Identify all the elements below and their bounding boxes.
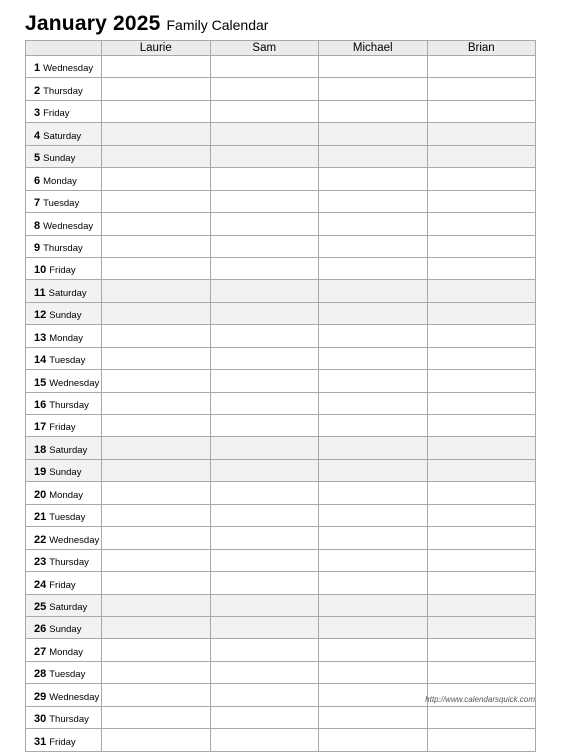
entry-cell-laurie[interactable] [102, 347, 211, 369]
entry-cell-laurie[interactable] [102, 594, 211, 616]
day-label-cell [26, 639, 102, 661]
entry-cell-brian[interactable] [427, 235, 536, 257]
entry-cell-brian[interactable] [427, 437, 536, 459]
entry-cell-brian[interactable] [427, 549, 536, 571]
day-label-cell [26, 123, 102, 145]
entry-cell-laurie[interactable] [102, 280, 211, 302]
day-label-cell [26, 347, 102, 369]
entry-cell-sam[interactable] [210, 729, 319, 751]
entry-cell-michael[interactable] [319, 213, 428, 235]
entry-cell-michael[interactable] [319, 257, 428, 279]
day-name: Thursday [49, 557, 89, 569]
entry-cell-laurie[interactable] [102, 370, 211, 392]
entry-cell-sam[interactable] [210, 56, 319, 78]
entry-cell-sam[interactable] [210, 437, 319, 459]
day-number: 18 [34, 443, 47, 456]
day-name: Monday [43, 175, 77, 187]
day-name: Friday [49, 422, 76, 434]
day-row [26, 190, 536, 212]
day-number: 13 [34, 331, 47, 344]
entry-cell-sam[interactable] [210, 392, 319, 414]
day-row [26, 729, 536, 751]
day-row [26, 482, 536, 504]
entry-cell-brian[interactable] [427, 459, 536, 481]
entry-cell-sam[interactable] [210, 706, 319, 728]
entry-cell-michael[interactable] [319, 145, 428, 167]
entry-cell-sam[interactable] [210, 415, 319, 437]
day-name: Tuesday [49, 355, 86, 367]
entry-cell-michael[interactable] [319, 527, 428, 549]
day-row [26, 549, 536, 571]
entry-cell-brian[interactable] [427, 56, 536, 78]
entry-cell-michael[interactable] [319, 459, 428, 481]
entry-cell-michael[interactable] [319, 56, 428, 78]
entry-cell-laurie[interactable] [102, 706, 211, 728]
entry-cell-laurie[interactable] [102, 123, 211, 145]
day-number: 26 [34, 623, 47, 636]
entry-cell-sam[interactable] [210, 145, 319, 167]
entry-cell-michael[interactable] [319, 482, 428, 504]
day-row [26, 639, 536, 661]
entry-cell-laurie[interactable] [102, 145, 211, 167]
entry-cell-michael[interactable] [319, 729, 428, 751]
entry-cell-sam[interactable] [210, 280, 319, 302]
entry-cell-sam[interactable] [210, 661, 319, 683]
day-name: Thursday [49, 400, 89, 411]
day-name: Saturday [49, 601, 88, 613]
day-label-cell [26, 661, 102, 683]
entry-cell-sam[interactable] [210, 325, 319, 347]
entry-cell-sam[interactable] [210, 639, 319, 661]
day-name: Sunday [49, 467, 82, 479]
entry-cell-laurie[interactable] [102, 459, 211, 481]
day-row [26, 123, 536, 145]
entry-cell-sam[interactable] [210, 504, 319, 526]
entry-cell-laurie[interactable] [102, 392, 211, 414]
day-name: Monday [49, 646, 84, 658]
day-column-header [26, 41, 102, 56]
entry-cell-michael[interactable] [319, 347, 428, 369]
day-row [26, 347, 536, 369]
day-name: Sunday [49, 310, 82, 322]
entry-cell-brian[interactable] [427, 280, 536, 302]
day-name: Wednesday [49, 534, 100, 546]
entry-cell-michael[interactable] [319, 168, 428, 190]
page-header [25, 12, 268, 36]
day-label-cell [26, 729, 102, 751]
day-name: Monday [49, 489, 84, 501]
entry-cell-michael[interactable] [319, 415, 428, 437]
day-label-cell [26, 370, 102, 392]
entry-cell-michael[interactable] [319, 325, 428, 347]
day-name: Thursday [43, 85, 83, 97]
column-header-sam: Sam [210, 41, 319, 56]
entry-cell-michael[interactable] [319, 100, 428, 122]
entry-cell-laurie[interactable] [102, 257, 211, 279]
entry-cell-michael[interactable] [319, 370, 428, 392]
day-number: 16 [34, 399, 47, 411]
column-header-michael: Michael [319, 41, 428, 56]
day-number: 7 [34, 197, 41, 210]
day-number: 2 [34, 84, 41, 97]
calendar-table [25, 40, 536, 752]
day-row [26, 100, 536, 122]
entry-cell-brian[interactable] [427, 661, 536, 683]
day-number: 23 [34, 556, 47, 569]
entry-cell-michael[interactable] [319, 639, 428, 661]
entry-cell-sam[interactable] [210, 527, 319, 549]
entry-cell-michael[interactable] [319, 280, 428, 302]
entry-cell-laurie[interactable] [102, 572, 211, 594]
day-label-cell [26, 594, 102, 616]
entry-cell-brian[interactable] [427, 213, 536, 235]
entry-cell-laurie[interactable] [102, 527, 211, 549]
day-label-cell [26, 168, 102, 190]
day-number: 31 [34, 735, 47, 748]
day-number: 20 [34, 488, 47, 501]
day-row [26, 504, 536, 526]
day-number: 5 [34, 152, 41, 165]
day-number: 28 [34, 668, 47, 681]
entry-cell-laurie[interactable] [102, 616, 211, 638]
footer-url: http://www.calendarsquick.com [425, 695, 535, 704]
day-number: 21 [34, 511, 47, 524]
day-label-cell [26, 190, 102, 212]
entry-cell-brian[interactable] [427, 302, 536, 324]
day-name: Thursday [49, 714, 89, 726]
entry-cell-laurie[interactable] [102, 504, 211, 526]
day-row [26, 415, 536, 437]
entry-cell-michael[interactable] [319, 78, 428, 100]
entry-cell-brian[interactable] [427, 168, 536, 190]
day-row [26, 168, 536, 190]
day-label-cell [26, 482, 102, 504]
entry-cell-sam[interactable] [210, 257, 319, 279]
page-subtitle: Family Calendar [166, 17, 269, 33]
day-label-cell [26, 392, 102, 414]
entry-cell-sam[interactable] [210, 302, 319, 324]
entry-cell-laurie[interactable] [102, 302, 211, 324]
day-name: Friday [49, 579, 76, 591]
entry-cell-michael[interactable] [319, 549, 428, 571]
day-row [26, 213, 536, 235]
day-row [26, 78, 536, 100]
entry-cell-laurie[interactable] [102, 684, 211, 706]
entry-cell-laurie[interactable] [102, 78, 211, 100]
entry-cell-laurie[interactable] [102, 213, 211, 235]
entry-cell-laurie[interactable] [102, 325, 211, 347]
day-row [26, 594, 536, 616]
day-name: Sunday [49, 624, 82, 636]
day-row [26, 302, 536, 324]
day-number: 1 [34, 62, 41, 75]
entry-cell-sam[interactable] [210, 78, 319, 100]
entry-cell-sam[interactable] [210, 459, 319, 481]
entry-cell-sam[interactable] [210, 168, 319, 190]
day-label-cell [26, 616, 102, 638]
column-header-row [26, 41, 536, 56]
day-number: 24 [34, 578, 47, 591]
day-number: 12 [34, 309, 47, 322]
day-name: Wednesday [49, 691, 100, 703]
day-name: Tuesday [49, 512, 86, 524]
day-number: 6 [34, 174, 41, 187]
entry-cell-brian[interactable] [427, 392, 536, 414]
entry-cell-laurie[interactable] [102, 56, 211, 78]
day-row [26, 527, 536, 549]
entry-cell-michael[interactable] [319, 190, 428, 212]
day-row [26, 459, 536, 481]
day-label-cell [26, 527, 102, 549]
entry-cell-laurie[interactable] [102, 415, 211, 437]
entry-cell-brian[interactable] [427, 482, 536, 504]
day-label-cell [26, 459, 102, 481]
column-header-laurie: Laurie [102, 41, 211, 56]
day-row [26, 235, 536, 257]
day-label-cell [26, 684, 102, 706]
day-label-cell [26, 325, 102, 347]
entry-cell-sam[interactable] [210, 482, 319, 504]
entry-cell-sam[interactable] [210, 616, 319, 638]
day-number: 17 [34, 421, 47, 434]
entry-cell-laurie[interactable] [102, 482, 211, 504]
calendar-body [26, 56, 536, 752]
entry-cell-brian[interactable] [427, 190, 536, 212]
day-number: 15 [34, 376, 47, 389]
day-name: Saturday [43, 130, 82, 142]
entry-cell-sam[interactable] [210, 347, 319, 369]
entry-cell-laurie[interactable] [102, 729, 211, 751]
day-number: 29 [34, 690, 47, 703]
day-label-cell [26, 549, 102, 571]
entry-cell-brian[interactable] [427, 145, 536, 167]
entry-cell-brian[interactable] [427, 729, 536, 751]
entry-cell-laurie[interactable] [102, 661, 211, 683]
day-label-cell [26, 235, 102, 257]
day-label-cell [26, 302, 102, 324]
day-name: Thursday [43, 242, 83, 254]
entry-cell-brian[interactable] [427, 504, 536, 526]
entry-cell-laurie[interactable] [102, 549, 211, 571]
day-label-cell [26, 572, 102, 594]
entry-cell-sam[interactable] [210, 684, 319, 706]
day-label-cell [26, 100, 102, 122]
day-name: Tuesday [43, 198, 80, 210]
day-name: Wednesday [43, 63, 94, 75]
day-name: Friday [49, 736, 76, 748]
day-label-cell [26, 437, 102, 459]
day-name: Wednesday [49, 377, 100, 389]
entry-cell-laurie[interactable] [102, 168, 211, 190]
column-header-brian: Brian [427, 41, 536, 56]
day-row [26, 257, 536, 279]
entry-cell-michael[interactable] [319, 661, 428, 683]
day-number: 14 [34, 354, 47, 367]
page-title: January 2025 [25, 12, 161, 35]
day-row [26, 325, 536, 347]
entry-cell-brian[interactable] [427, 616, 536, 638]
day-number: 25 [34, 600, 47, 613]
entry-cell-sam[interactable] [210, 190, 319, 212]
entry-cell-brian[interactable] [427, 257, 536, 279]
day-label-cell [26, 213, 102, 235]
day-number: 27 [34, 645, 47, 658]
day-label-cell [26, 415, 102, 437]
entry-cell-brian[interactable] [427, 527, 536, 549]
entry-cell-michael[interactable] [319, 302, 428, 324]
day-number: 11 [34, 286, 46, 299]
entry-cell-laurie[interactable] [102, 100, 211, 122]
day-label-cell [26, 257, 102, 279]
day-label-cell [26, 280, 102, 302]
day-name: Saturday [49, 444, 88, 456]
entry-cell-sam[interactable] [210, 213, 319, 235]
entry-cell-sam[interactable] [210, 594, 319, 616]
entry-cell-laurie[interactable] [102, 235, 211, 257]
entry-cell-sam[interactable] [210, 123, 319, 145]
day-number: 8 [34, 219, 41, 232]
entry-cell-sam[interactable] [210, 100, 319, 122]
day-number: 19 [34, 466, 47, 479]
entry-cell-michael[interactable] [319, 123, 428, 145]
day-label-cell [26, 706, 102, 728]
entry-cell-brian[interactable] [427, 639, 536, 661]
day-row [26, 145, 536, 167]
day-row [26, 370, 536, 392]
day-name: Saturday [48, 287, 87, 299]
day-row [26, 392, 536, 414]
entry-cell-michael[interactable] [319, 392, 428, 414]
day-number: 4 [34, 129, 41, 142]
entry-cell-sam[interactable] [210, 370, 319, 392]
entry-cell-michael[interactable] [319, 572, 428, 594]
entry-cell-brian[interactable] [427, 78, 536, 100]
day-row [26, 616, 536, 638]
entry-cell-michael[interactable] [319, 437, 428, 459]
entry-cell-sam[interactable] [210, 549, 319, 571]
day-name: Friday [43, 108, 70, 120]
entry-cell-brian[interactable] [427, 325, 536, 347]
day-number: 10 [34, 264, 47, 277]
entry-cell-michael[interactable] [319, 504, 428, 526]
day-number: 9 [34, 241, 41, 254]
entry-cell-brian[interactable] [427, 100, 536, 122]
entry-cell-laurie[interactable] [102, 639, 211, 661]
day-name: Tuesday [49, 669, 86, 681]
entry-cell-brian[interactable] [427, 572, 536, 594]
entry-cell-brian[interactable] [427, 347, 536, 369]
entry-cell-brian[interactable] [427, 123, 536, 145]
entry-cell-michael[interactable] [319, 684, 428, 706]
day-label-cell [26, 78, 102, 100]
entry-cell-michael[interactable] [319, 235, 428, 257]
entry-cell-laurie[interactable] [102, 437, 211, 459]
entry-cell-laurie[interactable] [102, 190, 211, 212]
entry-cell-michael[interactable] [319, 594, 428, 616]
entry-cell-brian[interactable] [427, 370, 536, 392]
entry-cell-brian[interactable] [427, 594, 536, 616]
day-label-cell [26, 56, 102, 78]
day-name: Wednesday [43, 220, 94, 232]
day-number: 3 [34, 107, 41, 120]
day-number: 22 [34, 533, 47, 546]
entry-cell-sam[interactable] [210, 235, 319, 257]
day-row [26, 661, 536, 683]
entry-cell-michael[interactable] [319, 616, 428, 638]
entry-cell-michael[interactable] [319, 706, 428, 728]
entry-cell-sam[interactable] [210, 572, 319, 594]
day-name: Friday [49, 265, 76, 277]
day-row [26, 706, 536, 728]
day-label-cell [26, 145, 102, 167]
day-row [26, 572, 536, 594]
day-label-cell [26, 504, 102, 526]
entry-cell-brian[interactable] [427, 706, 536, 728]
day-name: Sunday [43, 153, 76, 165]
day-number: 30 [34, 713, 47, 726]
day-row [26, 56, 536, 78]
day-name: Monday [49, 332, 84, 344]
day-row [26, 437, 536, 459]
day-row [26, 280, 536, 302]
entry-cell-brian[interactable] [427, 415, 536, 437]
